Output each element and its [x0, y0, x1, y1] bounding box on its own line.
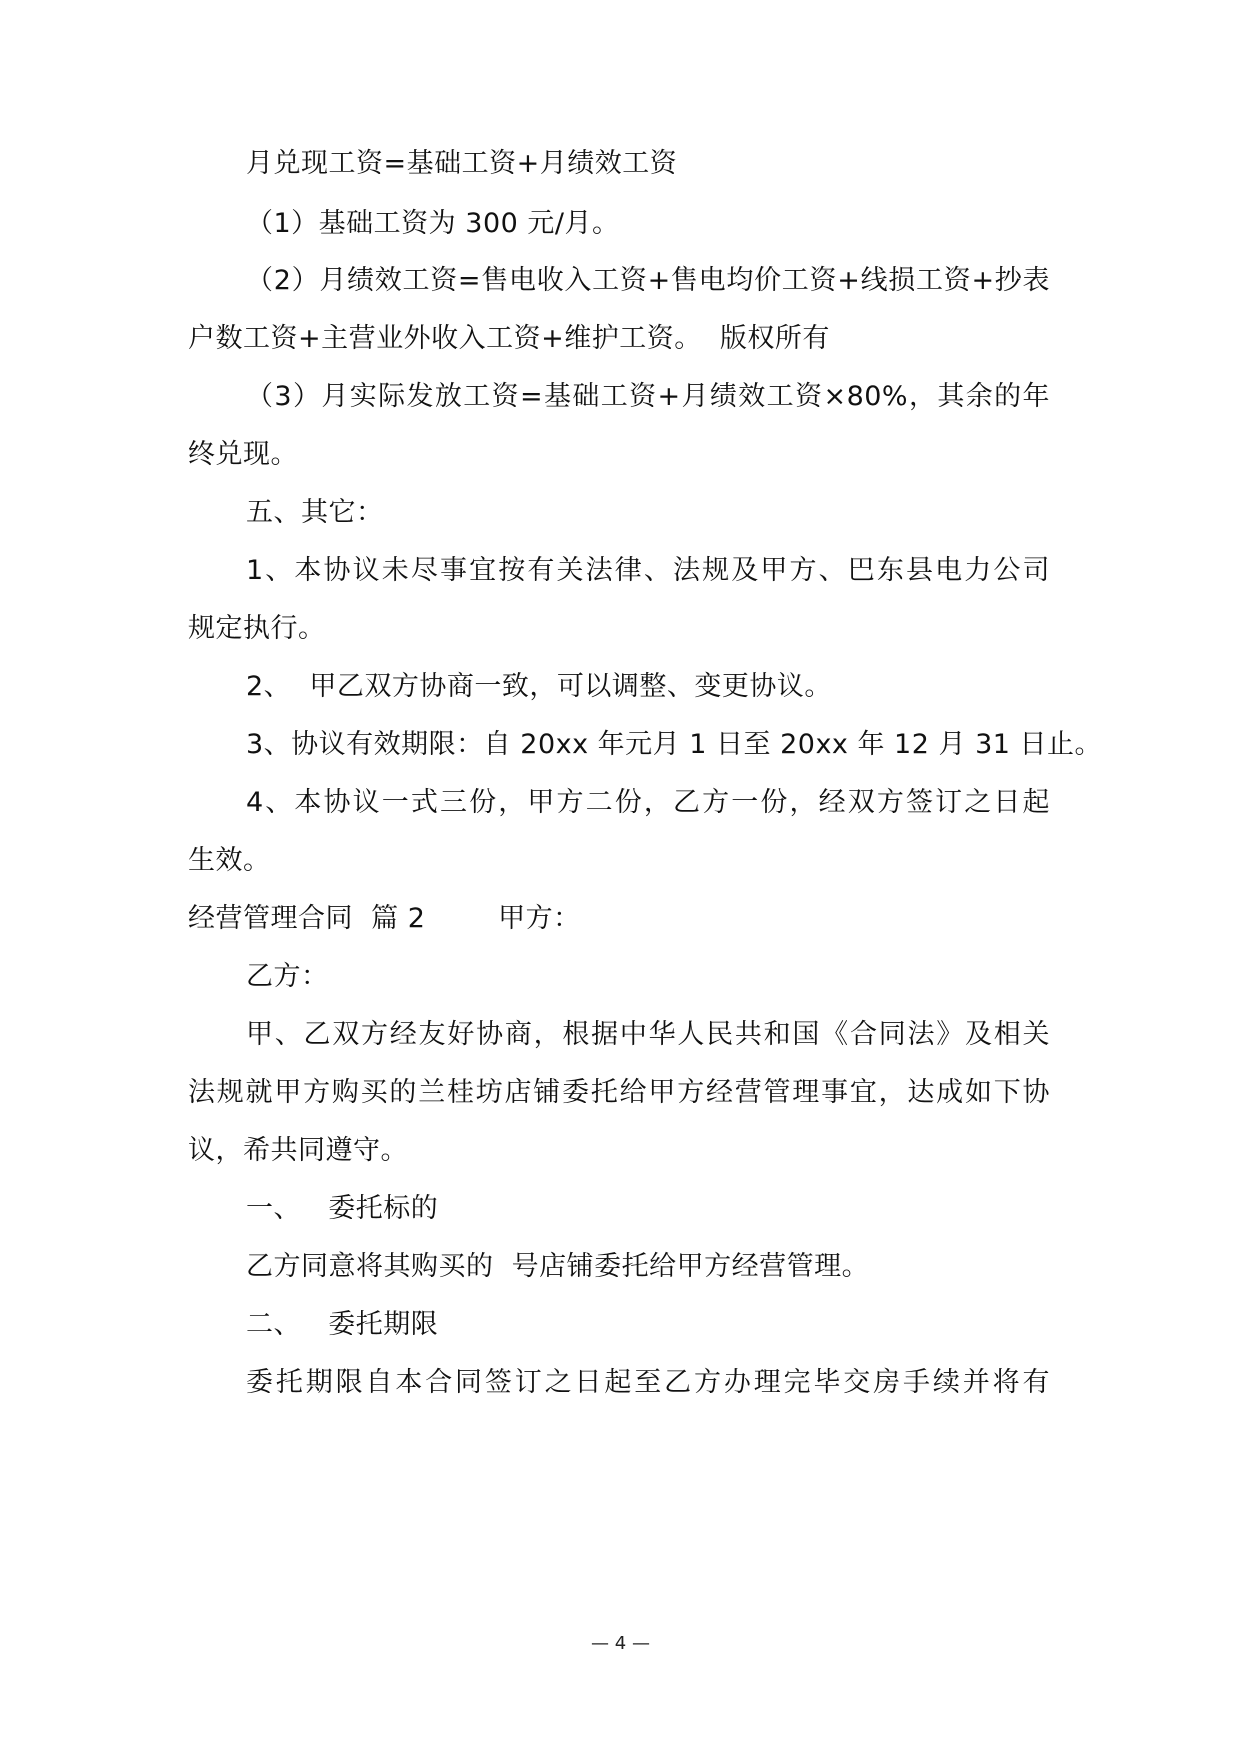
clause-1-line-2: 规定执行。	[188, 613, 326, 644]
preamble-line-2: 法规就甲方购买的兰桂坊店铺委托给甲方经营管理事宜，达成如下协	[188, 1077, 1050, 1108]
clause-2-line: 2、 甲乙双方协商一致，可以调整、变更协议。	[246, 671, 832, 702]
preamble-line-1: 甲、乙双方经友好协商，根据中华人民共和国《合同法》及相关	[246, 1019, 1050, 1050]
actual-salary-line-2: 终兑现。	[188, 439, 298, 470]
section-two-heading: 二、 委托期限	[246, 1309, 439, 1340]
page-number: — 4 —	[591, 1633, 650, 1654]
section-one-body: 乙方同意将其购买的 号店铺委托给甲方经营管理。	[246, 1251, 870, 1282]
performance-salary-line-2: 户数工资+主营业外收入工资+维护工资。 版权所有	[188, 323, 830, 354]
actual-salary-line-1: （3）月实际发放工资=基础工资+月绩效工资×80%，其余的年	[246, 381, 1050, 412]
section-one-heading: 一、 委托标的	[246, 1193, 439, 1224]
clause-1-line-1: 1、本协议未尽事宜按有关法律、法规及甲方、巴东县电力公司	[246, 555, 1050, 586]
section-two-body: 委托期限自本合同签订之日起至乙方办理完毕交房手续并将有	[246, 1367, 1050, 1398]
base-salary-line: （1）基础工资为 300 元/月。	[246, 208, 620, 239]
preamble-line-3: 议，希共同遵守。	[188, 1135, 408, 1166]
performance-salary-line-1: （2）月绩效工资=售电收入工资+售电均价工资+线损工资+抄表	[246, 265, 1050, 296]
section-five-heading: 五、其它：	[246, 497, 384, 528]
party-b-line: 乙方：	[246, 961, 329, 992]
contract-2-heading: 经营管理合同 篇 2 甲方：	[188, 903, 581, 934]
clause-4-line-2: 生效。	[188, 845, 271, 876]
clause-3-line: 3、协议有效期限：自 20xx 年元月 1 日至 20xx 年 12 月 31 日止。	[246, 729, 1103, 760]
salary-formula-line: 月兑现工资=基础工资+月绩效工资	[246, 148, 678, 179]
clause-4-line-1: 4、本协议一式三份，甲方二份，乙方一份，经双方签订之日起	[246, 787, 1050, 818]
